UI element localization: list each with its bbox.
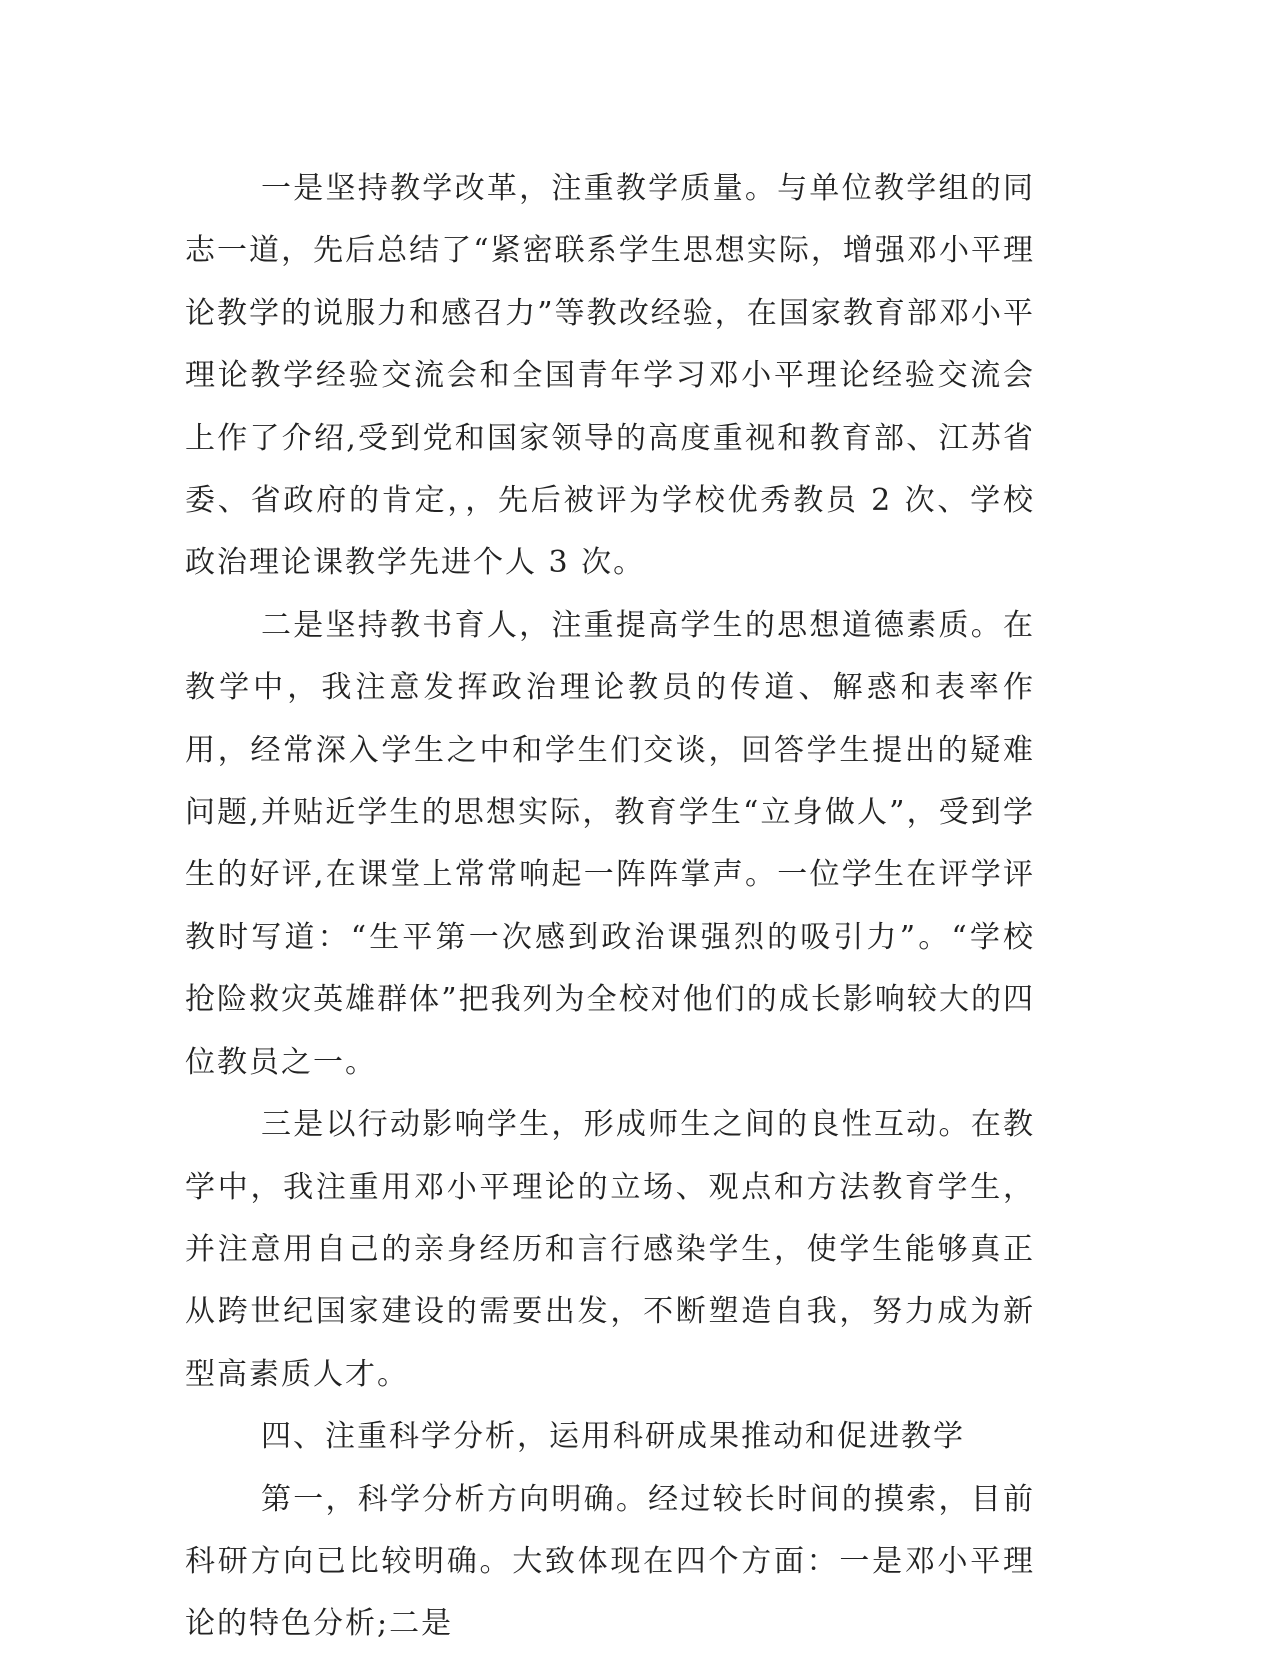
paragraph-teaching-reform: 一是坚持教学改革，注重教学质量。与单位教学组的同志一道，先后总结了“紧密联系学生思想实际，增强邓小平理论教学的说服力和感召力”等教改经验，在国家教育部邓小平理论教学经验交流会和全国青年学习邓小平理论经验交流会上作了介绍,受到党和国家领导的高度重视和教育部、江苏省委、省政府的肯定，，先后被评为学校优秀教员 2 次、学校政治理论课教学先进个人 3 次。 [185, 171, 1035, 581]
paragraph-educating-students: 二是坚持教书育人，注重提高学生的思想道德素质。在教学中，我注意发挥政治理论教员的传道、解惑和表率作用，经常深入学生之中和学生们交谈，回答学生提出的疑难问题,并贴近学生的思想实际，教育学生“立身做人”，受到学生的好评,在课堂上常常响起一阵阵掌声。一位学生在评学评教时写道：“生平第一次感到政治课强烈的吸引力”。“学校抢险救灾英雄群体”把我列为全校对他们的成长影响较大的四位教员之一。 [185, 607, 1035, 1080]
paragraph-leading-by-action: 三是以行动影响学生，形成师生之间的良性互动。在教学中，我注重用邓小平理论的立场、观点和方法教育学生，并注意用自己的亲身经历和言行感染学生，使学生能够真正从跨世纪国家建设的需要出发，不断塑造自我，努力成为新型高素质人才。 [185, 1107, 1035, 1392]
section-heading-scientific-analysis: 四、注重科学分析，运用科研成果推动和促进教学 [261, 1419, 965, 1455]
document-body [185, 158, 1035, 1656]
paragraph-research-direction: 第一，科学分析方向明确。经过较长时间的摸索，目前科研方向已比较明确。大致体现在四个方面：一是邓小平理论的特色分析;二是 [185, 1481, 1035, 1642]
